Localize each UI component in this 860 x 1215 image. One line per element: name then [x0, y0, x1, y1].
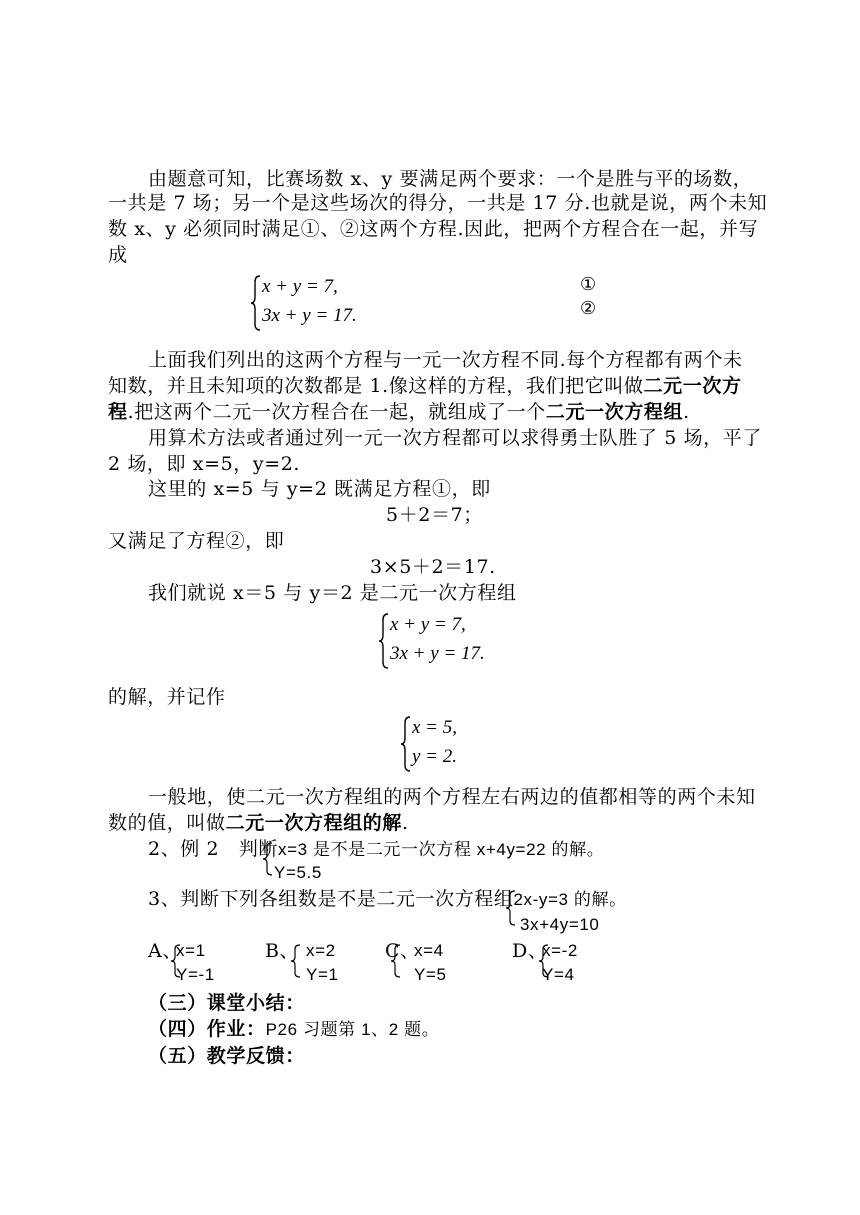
- option-d-x: x=-2: [542, 941, 578, 960]
- left-brace-icon: [262, 842, 274, 876]
- paragraph-1-line-3: 数 x、y 必须同时满足①、②这两个方程.因此，把两个方程合在一起，并写: [108, 218, 759, 240]
- left-brace-icon: [400, 715, 412, 773]
- option-d-y: Y=4: [542, 965, 575, 984]
- paragraph-4-line-2: 又满足了方程②，即: [108, 530, 285, 552]
- paragraph-2-line-2-text: 知数，并且未知项的次数都是 1.像这样的方程，我们把它叫做: [108, 375, 644, 397]
- term-linear-equation-end: 程: [108, 401, 128, 423]
- paragraph-2-line-1: 上面我们列出的这两个方程与一元一次方程不同.每个方程都有两个未: [148, 349, 743, 371]
- paragraph-2-line-2: [108, 373, 742, 399]
- paragraph-6-line-2-end: .: [402, 812, 409, 834]
- left-brace-icon: [390, 944, 402, 978]
- option-c-y: Y=5: [414, 965, 447, 984]
- example-3-equation-1: 2x-y=3 的解。: [513, 890, 627, 909]
- solution-x: x = 5,: [412, 717, 458, 738]
- system-2-equation-2: 3x + y = 17.: [390, 643, 485, 664]
- option-b-x: x=2: [306, 941, 336, 960]
- paragraph-2-line-3-end: .: [683, 401, 690, 423]
- term-linear-equation-system: 二元一次方程组: [545, 401, 684, 423]
- option-a-label: A、: [148, 940, 182, 962]
- paragraph-5-line-1: 的解，并记作: [108, 686, 226, 708]
- paragraph-6-line-1: 一般地，使二元一次方程组的两个方程左右两边的值都相等的两个未知: [148, 786, 756, 808]
- term-system-solution: 二元一次方程组的解: [225, 812, 403, 834]
- paragraph-1-line-4: 成: [108, 244, 128, 266]
- option-b-label: B、: [265, 940, 300, 962]
- paragraph-3-line-1: 用算术方法或者通过列一元一次方程都可以求得勇士队胜了 5 场，平了: [148, 427, 762, 449]
- section-homework-text: P26 习题第 1、2 题。: [265, 1020, 440, 1039]
- left-brace-icon: [505, 890, 517, 926]
- option-c-label: C、: [385, 940, 420, 962]
- paragraph-6-line-2-text: 数的值，叫做: [108, 812, 226, 834]
- paragraph-2-line-3: [108, 399, 690, 425]
- section-feedback-heading: （五）教学反馈：: [148, 1045, 305, 1067]
- equation-system-1: [250, 274, 630, 334]
- example-2-y-value: Y=5.5: [274, 863, 322, 882]
- equation-marker-1: ①: [580, 274, 597, 295]
- left-brace-icon: [250, 274, 262, 332]
- check-equation-2: 3×5＋2＝17.: [370, 556, 496, 578]
- example-3-equation-2: 3x+4y=10: [520, 915, 600, 934]
- paragraph-3-line-2: 2 场，即 x=5，y=2.: [108, 453, 301, 475]
- solution-y: y = 2.: [412, 746, 458, 767]
- paragraph-6-line-2: [108, 810, 409, 836]
- example-2-line: [148, 836, 604, 863]
- left-brace-icon: [290, 944, 302, 978]
- system-2-equation-1: x + y = 7,: [390, 614, 466, 635]
- option-b-y: Y=1: [306, 965, 339, 984]
- example-3-prefix: 3、判断下列各组数是不是二元一次方程组: [148, 888, 514, 910]
- option-d-label: D、: [512, 940, 548, 962]
- solution-system: [400, 715, 500, 775]
- equation-marker-2: ②: [580, 298, 597, 319]
- option-a-x: x=1: [176, 941, 206, 960]
- system-1-equation-1: x + y = 7,: [262, 276, 338, 297]
- example-2-prefix: 2、例 2 判断: [148, 838, 279, 860]
- example-3-line: [148, 886, 627, 913]
- equation-system-2: [378, 612, 518, 672]
- paragraph-1-line-1: 由题意可知，比赛场数 x、y 要满足两个要求：一个是胜与平的场数，: [148, 168, 753, 190]
- option-c-x: x=4: [414, 941, 444, 960]
- paragraph-2-line-3-text: .把这两个二元一次方程合在一起，就组成了一个: [127, 401, 546, 423]
- section-homework-heading: （四）作业：: [148, 1018, 266, 1040]
- section-summary-heading: （三）课堂小结：: [148, 992, 305, 1014]
- check-equation-1: 5＋2＝7；: [386, 504, 483, 526]
- paragraph-1-line-2: 一共是 7 场；另一个是这些场次的得分，一共是 17 分.也就是说，两个未知: [108, 192, 768, 214]
- paragraph-4-line-1: 这里的 x=5 与 y=2 既满足方程①，即: [148, 478, 491, 500]
- term-linear-equation-part: 二元一次方: [643, 375, 742, 397]
- example-2-question: x=3 是不是二元一次方程 x+4y=22 的解。: [278, 840, 605, 859]
- section-homework: [148, 1016, 439, 1043]
- option-a-y: Y=-1: [176, 965, 215, 984]
- system-1-equation-2: 3x + y = 17.: [262, 305, 357, 326]
- left-brace-icon: [378, 612, 390, 670]
- paragraph-4-line-3: 我们就说 x＝5 与 y＝2 是二元一次方程组: [148, 582, 517, 604]
